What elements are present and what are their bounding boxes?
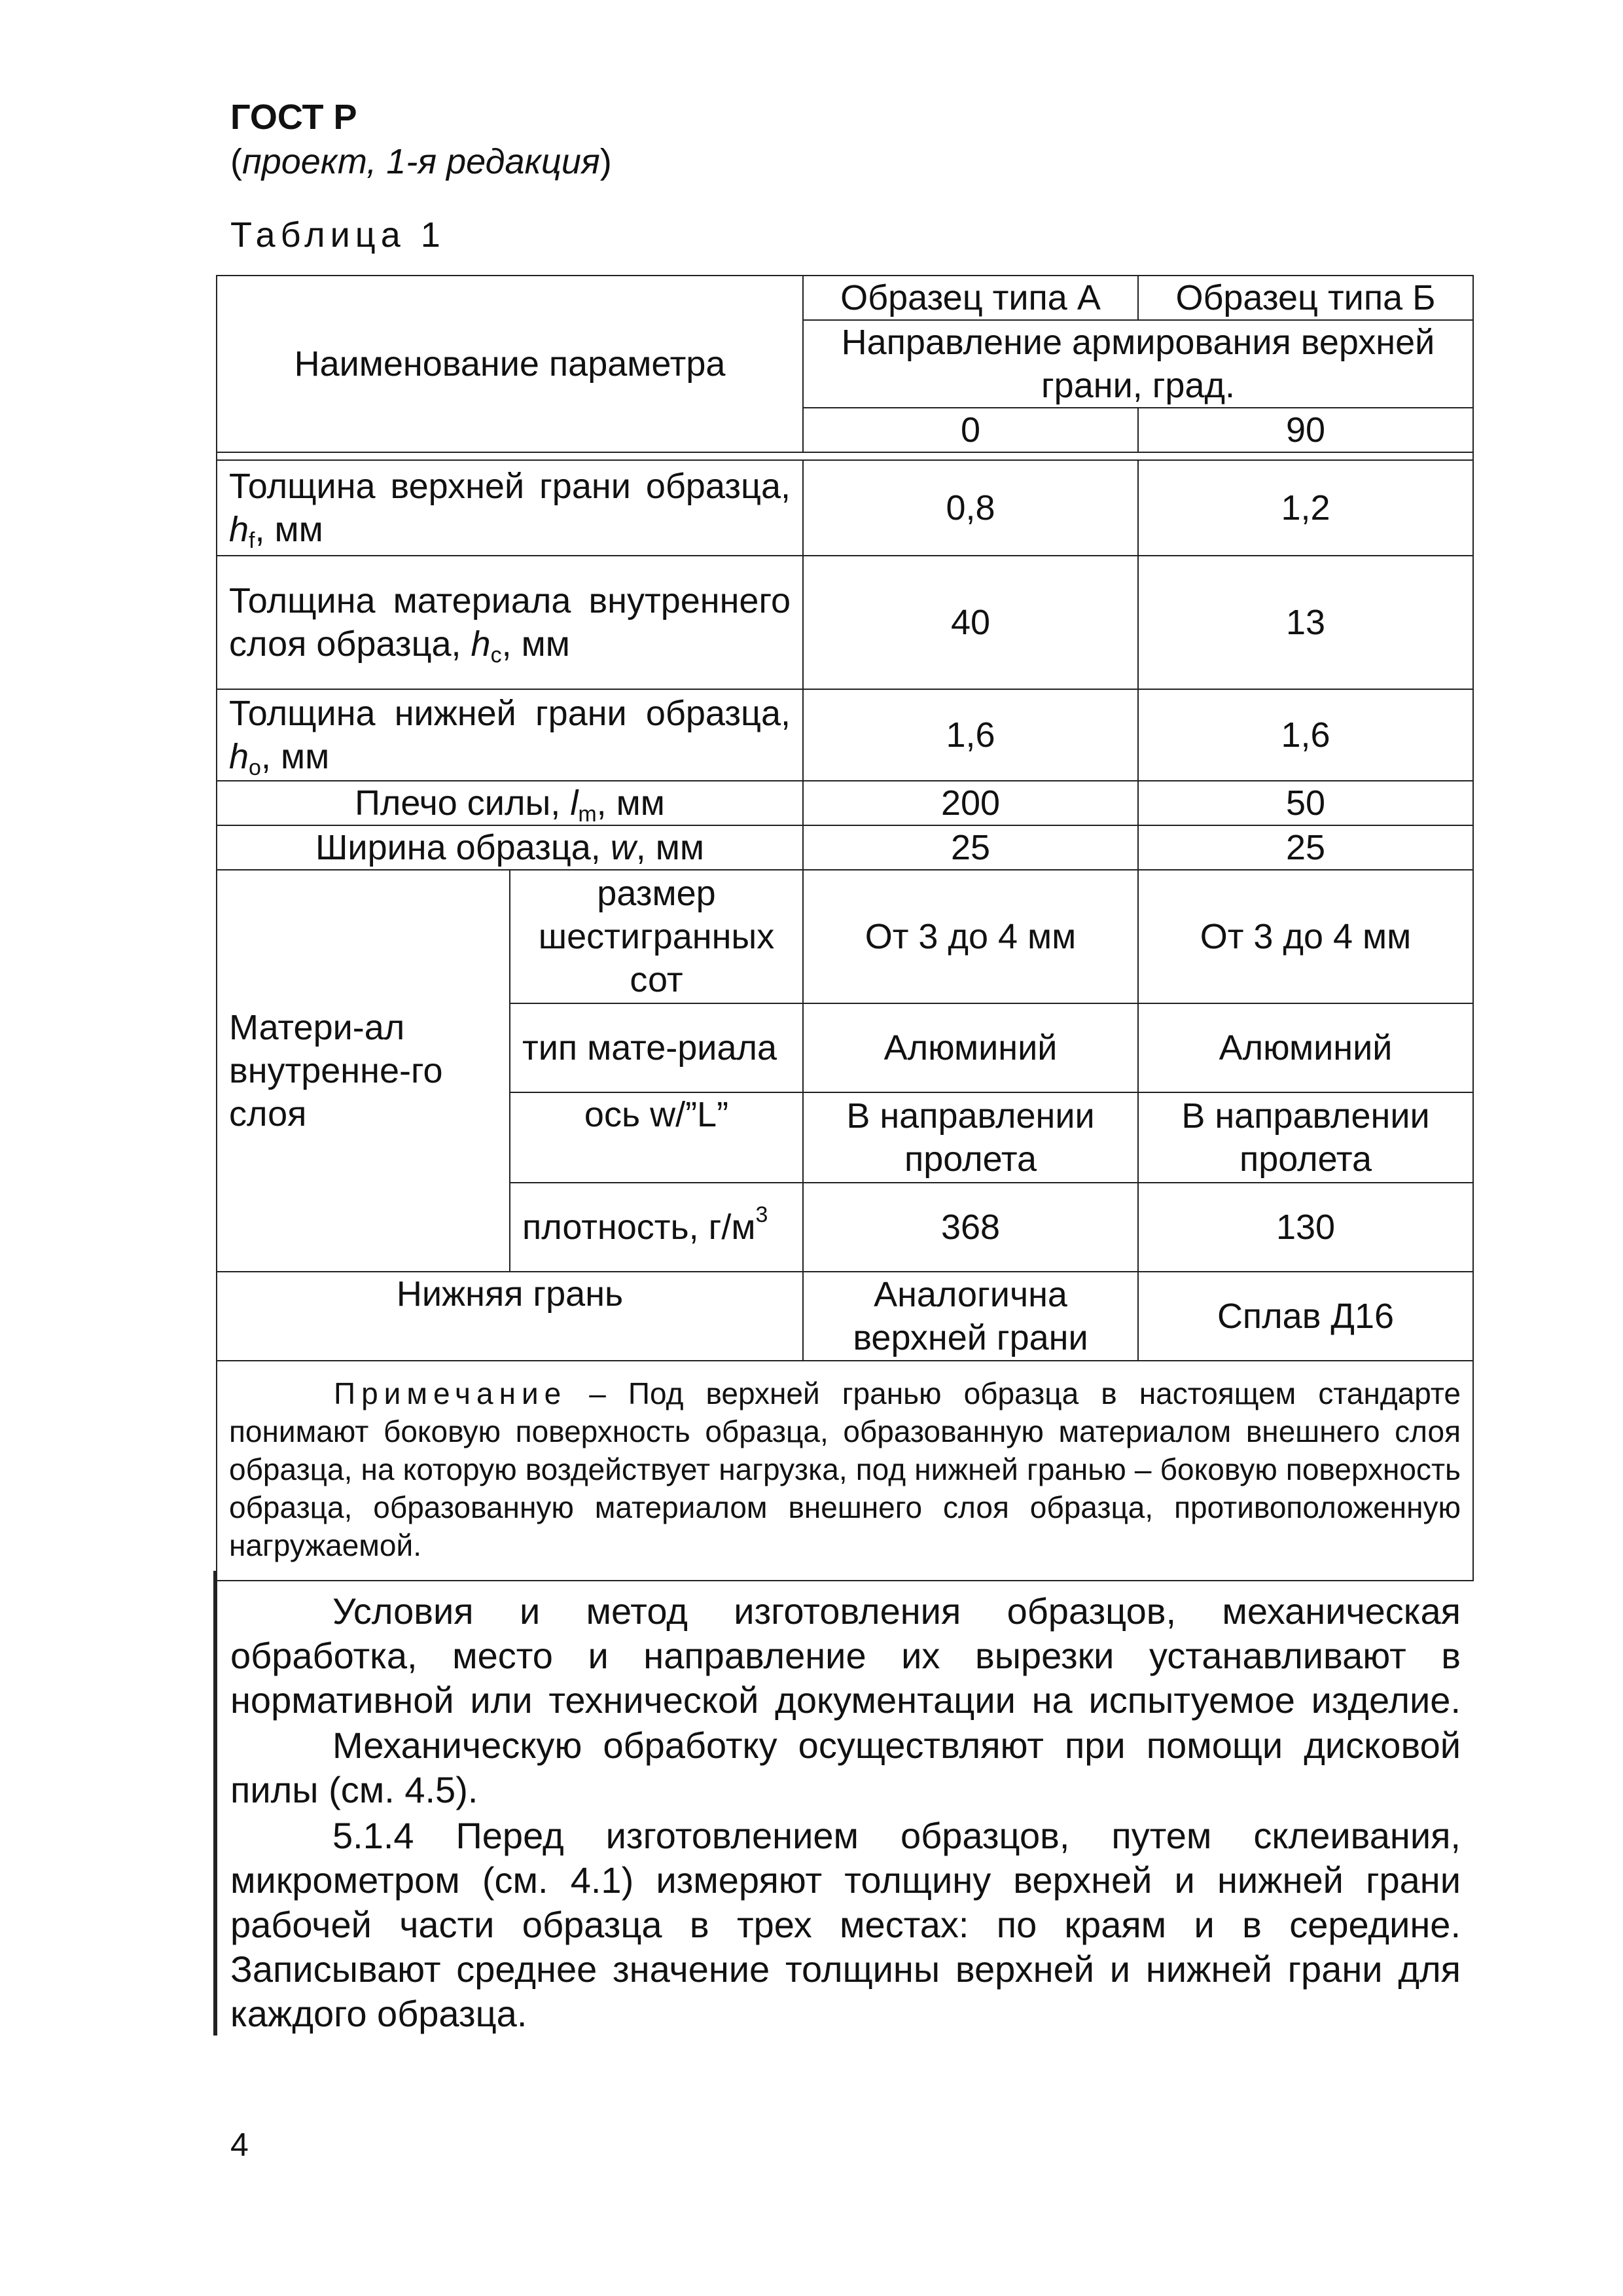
- paragraph-2: Механическую обработку осуществляют при помощи дисковой пилы (см. 4.5).: [230, 1725, 1461, 1810]
- row-label-bottom-face: Толщина нижней грани образца, $h_o$, мм: [217, 689, 803, 781]
- table-note-row: [217, 1361, 1473, 1581]
- table-row: [217, 825, 1473, 870]
- value-core-a: 40: [803, 556, 1138, 689]
- value-density-a: 368: [803, 1183, 1138, 1272]
- edition-note: (проект, 1-я редакция): [230, 142, 612, 181]
- row-label-arm: Плечо силы, $l_m$, мм: [217, 781, 803, 825]
- page-number: 4: [230, 2126, 249, 2163]
- note-body: – Под верхней гранью образца в настоящем стандарте понимают боковую поверхность образца, образованную материалом внешнего слоя образца, на которую воздействует нагрузка, под нижней гранью – боковую поверхность образца, образованную материалом внешнего слоя образца, противоположенную нагружаемой.: [229, 1376, 1461, 1562]
- paragraph-3: 5.1.4 Перед изготовлением образцов, путем склеивания, микрометром (см. 4.1) измеряют толщину верхней и нижней грани рабочей части образца в трех местах: по краям и в середине. Записывают среднее значение толщины верхней и нижней грани для каждого образца.: [230, 1815, 1461, 2034]
- sublabel-material-type: тип мате-риала: [510, 1003, 803, 1092]
- sublabel-density: плотность, $г/м^3$: [510, 1183, 803, 1272]
- value-cell-size-b: От 3 до 4 мм: [1138, 870, 1473, 1003]
- header-sample-a: Образец типа А: [803, 276, 1138, 320]
- header-sample-b: Образец типа Б: [1138, 276, 1473, 320]
- value-width-a: 25: [803, 825, 1138, 870]
- value-material-type-b: Алюминий: [1138, 1003, 1473, 1092]
- value-axis-a: В направлении пролета: [803, 1092, 1138, 1183]
- parameters-table: [216, 275, 1474, 1581]
- table-row: [217, 460, 1473, 556]
- edition-italic: проект, 1-я редакция: [241, 142, 600, 181]
- value-width-b: 25: [1138, 825, 1473, 870]
- value-density-b: 130: [1138, 1183, 1473, 1272]
- table-row: [217, 556, 1473, 689]
- table-row: [217, 781, 1473, 825]
- table-caption: Таблица 1: [230, 215, 446, 255]
- value-top-face-b: 1,2: [1138, 460, 1473, 556]
- value-bottom-face-b: 1,6: [1138, 689, 1473, 781]
- row-label-top-face: Толщина верхней грани образца, $h_f$, мм: [217, 460, 803, 556]
- row-label-core-material: Матери-ал внутренне-го слоя: [217, 870, 510, 1272]
- note-head: Примечание: [334, 1376, 567, 1410]
- value-material-type-a: Алюминий: [803, 1003, 1138, 1092]
- row-label-bottom-face-material: Нижняя грань: [217, 1272, 803, 1361]
- sublabel-axis: ось w/”L”: [510, 1092, 803, 1183]
- value-arm-b: 50: [1138, 781, 1473, 825]
- table-row: [217, 689, 1473, 781]
- value-bottom-face-a: 1,6: [803, 689, 1138, 781]
- param-header: Наименование параметра: [217, 276, 803, 452]
- angle-b: 90: [1138, 408, 1473, 452]
- change-bar: [213, 1571, 217, 2036]
- value-bottom-material-a: Аналогична верхней грани: [803, 1272, 1138, 1361]
- value-axis-b: В направлении пролета: [1138, 1092, 1473, 1183]
- standard-code: ГОСТ Р: [230, 98, 357, 137]
- table-row: [217, 870, 1473, 1003]
- value-top-face-a: 0,8: [803, 460, 1138, 556]
- value-core-b: 13: [1138, 556, 1473, 689]
- table-note: [217, 1361, 1473, 1581]
- header-direction: Направление армирования верхней грани, град.: [803, 320, 1473, 408]
- row-label-width: Ширина образца, w, мм: [217, 825, 803, 870]
- row-label-core: Толщина материала внутреннего слоя образца, $h_c$, мм: [217, 556, 803, 689]
- value-bottom-material-b: Сплав Д16: [1138, 1272, 1473, 1361]
- table-row: [217, 1272, 1473, 1361]
- header-separator: [217, 452, 1473, 460]
- paragraph-1: Условия и метод изготовления образцов, механическая обработка, место и направление их вырезки устанавливают в нормативной или технической документации на испытуемое изделие.: [230, 1590, 1461, 1721]
- sublabel-cell-size: размер шестигранных сот: [510, 870, 803, 1003]
- angle-a: 0: [803, 408, 1138, 452]
- value-arm-a: 200: [803, 781, 1138, 825]
- value-cell-size-a: От 3 до 4 мм: [803, 870, 1138, 1003]
